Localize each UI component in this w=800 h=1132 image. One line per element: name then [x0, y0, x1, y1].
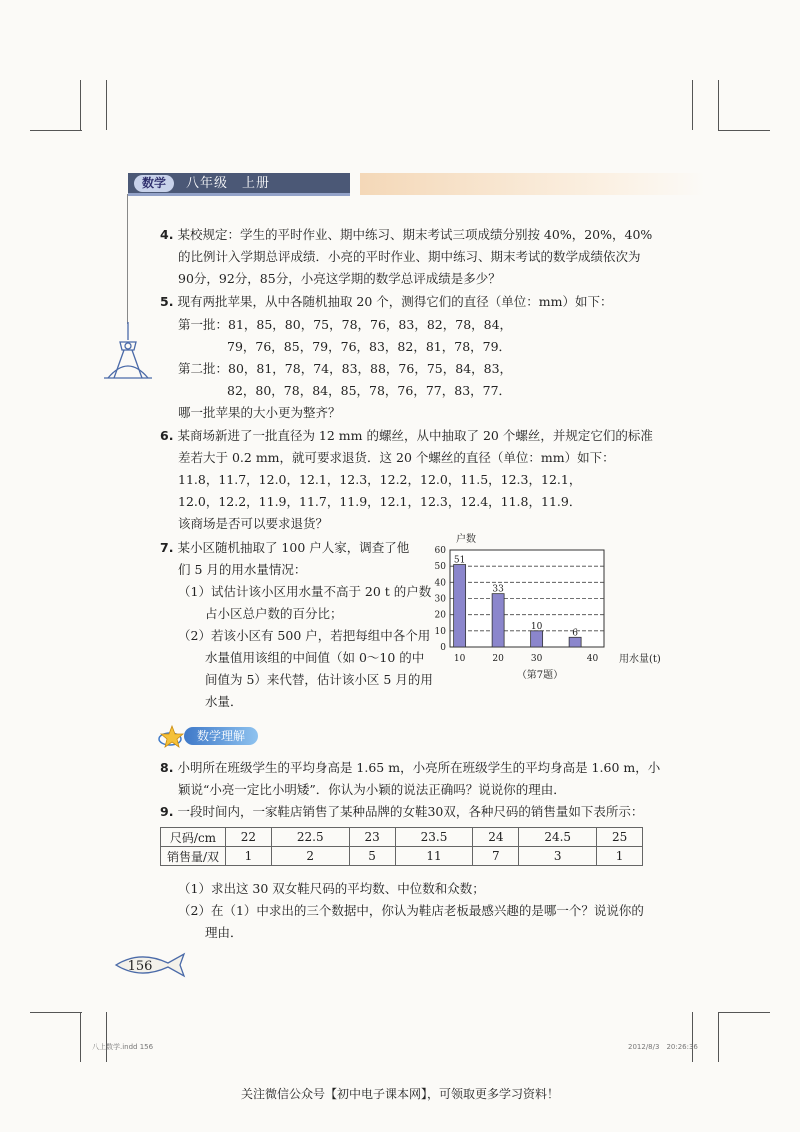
crop-mark	[718, 1012, 770, 1013]
q7-sub-line: （1）试估计该小区用水量不高于 20 t 的户数	[178, 584, 432, 599]
star-icon	[158, 724, 186, 750]
table-cell: 25	[597, 828, 643, 847]
footer-note: 关注微信公众号【初中电子课本网】，可领取更多学习资料！	[240, 1087, 559, 1101]
table-cell: 1	[597, 847, 643, 866]
q9-sub-line: （2）在（1）中求出的三个数据中，你认为鞋店老板最感兴趣的是哪一个？说说你的	[178, 903, 644, 918]
table-cell: 2	[271, 847, 349, 866]
y-axis-label: 户数	[456, 534, 476, 545]
crop-mark	[718, 1012, 719, 1062]
tower-icon	[100, 320, 156, 382]
q4-number: 4.	[160, 227, 174, 242]
table-cell: 24.5	[519, 828, 597, 847]
y-tick-label: 50	[434, 562, 446, 573]
chart-caption: （第7题）	[516, 670, 564, 681]
crop-mark	[692, 1012, 693, 1062]
x-tick-label: 40	[586, 654, 599, 664]
table-cell: 22	[226, 828, 272, 847]
footer-time: 2012/8/3 20:26:36	[628, 1043, 698, 1051]
crop-mark	[718, 130, 770, 131]
y-tick-label: 40	[434, 578, 446, 589]
x-tick-label: 30	[530, 654, 543, 664]
q5-line: 5. 现有两批苹果，从中各随机抽取 20 个，测得它们的直径（单位：mm）如下：	[160, 294, 613, 309]
water-usage-chart	[428, 533, 661, 683]
y-tick-label: 30	[434, 594, 446, 605]
table-row	[161, 847, 643, 866]
bar	[454, 565, 466, 647]
q6-line: 6. 某商场新进了一批直径为 12 mm 的螺丝，从中抽取了 20 个螺丝，并规定它们的标准	[160, 428, 653, 443]
plot-frame	[450, 550, 604, 647]
q5-batch1-line: 第一批：81，85，80，75，78，76，83，82，78，84，	[178, 317, 513, 332]
y-tick-label: 0	[440, 643, 446, 653]
y-tick-label: 20	[434, 610, 446, 621]
crop-mark	[80, 1012, 81, 1062]
bar-value-label: 33	[492, 584, 504, 595]
page-number: 156	[127, 959, 153, 974]
q5-batch2-line: 82，80，78，84，85，78，76，77，83，77．	[227, 383, 512, 398]
q5-question: 哪一批苹果的大小更为整齐？	[178, 405, 341, 420]
crop-mark	[106, 80, 107, 130]
q9-number: 9.	[160, 804, 174, 819]
q7-sub-line: （2）若该小区有 500 户，若把每组中各个用	[178, 628, 431, 643]
bar-value-label: 6	[572, 628, 578, 639]
table-row-header: 销售量/双	[161, 847, 226, 866]
footer-file: 八上数学.indd 156	[92, 1043, 154, 1051]
y-tick-label: 10	[434, 626, 446, 637]
x-tick-label: 20	[492, 654, 504, 664]
q7-sub-line: 占小区总户数的百分比；	[205, 606, 343, 621]
table-cell: 24	[473, 828, 519, 847]
x-axis-label: 用水量(t)	[619, 654, 661, 665]
crop-mark	[106, 1012, 107, 1062]
q6-data-line: 11.8，11.7，12.0，12.1，12.3，12.2，12.0，11.5，12.3，12.1，	[178, 472, 582, 487]
crop-mark	[718, 80, 719, 130]
q7-line: 们 5 月的用水量情况：	[178, 562, 307, 577]
section-title: 数学理解	[184, 727, 258, 745]
bar	[492, 594, 504, 647]
table-cell: 23.5	[395, 828, 473, 847]
table-cell: 5	[349, 847, 395, 866]
q7-number: 7.	[160, 540, 174, 555]
header-gradient	[360, 173, 705, 195]
q8-line: 8. 小明所在班级学生的平均身高是 1.65 m，小亮所在班级学生的平均身高是 1.60 m，小	[160, 760, 661, 775]
table-cell: 22.5	[271, 828, 349, 847]
q4-line: 90分，92分，85分，小亮这学期的数学总评成绩是多少？	[178, 271, 501, 286]
q7-line: 7. 某小区随机抽取了 100 户人家，调查了他	[160, 540, 410, 555]
q4-line: 的比例计入学期总评成绩．小亮的平时作业、期中练习、期末考试的数学成绩依次为	[178, 249, 641, 264]
q8-number: 8.	[160, 760, 174, 775]
crop-mark	[30, 1012, 82, 1013]
q4-line: 4. 某校规定：学生的平时作业、期中练习、期末考试三项成绩分别按 40%，20%，40%	[160, 227, 653, 242]
x-tick-label: 10	[453, 654, 466, 664]
q5-number: 5.	[160, 294, 174, 309]
q7-sub-line: 水量值用该组的中间值（如 0～10 的中	[205, 650, 425, 665]
q5-batch1-line: 79，76，85，79，76，83，82，81，78，79．	[227, 339, 512, 354]
q6-data-line: 12.0，12.2，11.9，11.7，11.9，12.1，12.3，12.4，11.8，11.9．	[178, 494, 582, 509]
q8-line: 颖说“小亮一定比小明矮”．你认为小颖的说法正确吗？说说你的理由．	[178, 782, 566, 797]
crop-mark	[30, 130, 82, 131]
book-title: 八年级 上册	[186, 176, 271, 191]
q9-line: 9. 一段时间内，一家鞋店销售了某种品牌的女鞋30双，各种尺码的销售量如下表所示：	[160, 804, 644, 819]
q9-sub-line: （1）求出这 30 双女鞋尺码的平均数、中位数和众数；	[178, 881, 485, 896]
q6-line: 差若大于 0.2 mm，就可要求退货．这 20 个螺丝的直径（单位：mm）如下：	[178, 450, 615, 465]
crop-mark	[692, 80, 693, 130]
bar-value-label: 51	[453, 555, 466, 566]
bar	[569, 637, 581, 647]
subject-badge: 数学	[134, 175, 174, 192]
table-cell: 7	[473, 847, 519, 866]
table-cell: 1	[226, 847, 272, 866]
shoe-sales-table	[160, 827, 643, 866]
q7-sub-line: 间值为 5）来代替，估计该小区 5 月的用	[205, 672, 433, 687]
table-cell: 3	[519, 847, 597, 866]
table-row-header: 尺码/cm	[161, 828, 226, 847]
margin-line	[127, 194, 128, 324]
q5-batch2-line: 第二批：80，81，78，74，83，88，76，75，84，83，	[178, 361, 513, 376]
bar-value-label: 10	[530, 621, 543, 632]
q7-sub-line: 水量．	[205, 694, 243, 709]
table-cell: 11	[395, 847, 473, 866]
q6-question: 该商场是否可以要求退货？	[178, 516, 329, 531]
q6-number: 6.	[160, 428, 174, 443]
y-tick-label: 60	[434, 546, 446, 556]
page-number-fish	[110, 950, 190, 980]
bar	[531, 631, 543, 647]
table-row	[161, 828, 643, 847]
q9-sub-line: 理由．	[205, 925, 243, 940]
crop-mark	[80, 80, 81, 130]
table-cell: 23	[349, 828, 395, 847]
